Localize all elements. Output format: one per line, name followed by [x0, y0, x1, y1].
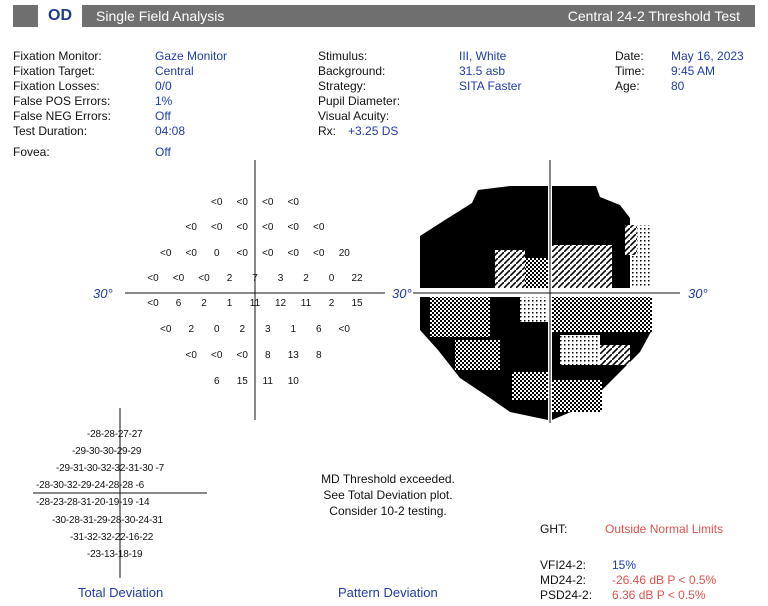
threshold-value: 8: [315, 350, 322, 361]
threshold-value: 8: [264, 350, 271, 361]
threshold-value: <0: [198, 273, 210, 284]
threshold-value: <0: [236, 350, 248, 361]
threshold-value: 6: [213, 376, 220, 387]
ght-label: GHT:: [540, 522, 568, 536]
threshold-value: 20: [338, 248, 350, 259]
info-label: Test Duration:: [13, 124, 88, 138]
threshold-value: 0: [328, 273, 335, 284]
index-label: PSD24-2:: [540, 588, 593, 602]
threshold-value: 13: [287, 350, 299, 361]
threshold-value: 2: [201, 298, 207, 309]
info-label: Visual Acuity:: [318, 109, 390, 123]
threshold-value: 11: [249, 298, 261, 309]
threshold-value: <0: [313, 222, 325, 233]
info-value: III, White: [459, 49, 507, 63]
threshold-value: 6: [315, 324, 322, 335]
info-label: Stimulus:: [318, 49, 368, 63]
threshold-value: 1: [226, 298, 233, 309]
threshold-value: 2: [303, 273, 309, 284]
threshold-value: 11: [300, 298, 312, 309]
threshold-value: <0: [287, 248, 299, 259]
deviation-row: -28-23-28-31-20-19-19 -14: [36, 497, 150, 508]
info-value: 0/0: [155, 79, 172, 93]
threshold-value: <0: [262, 222, 274, 233]
deviation-row: -29-31-30-32-32-31-30 -7: [56, 463, 165, 474]
info-label: Age:: [615, 79, 640, 93]
threshold-value: <0: [313, 248, 325, 259]
threshold-value: 22: [351, 273, 363, 284]
threshold-value: 15: [236, 376, 248, 387]
info-label: Date:: [615, 49, 644, 63]
axis-degree-label: 30°: [392, 286, 412, 301]
threshold-value: 2: [239, 324, 246, 335]
threshold-value: 3: [264, 324, 271, 335]
info-value: 04:08: [155, 124, 186, 138]
deviation-row: -28-28-27-27: [87, 429, 143, 440]
deviation-row: -30-28-31-29-28-30-24-31: [52, 515, 163, 526]
index-value: 6.36 dB P < 0.5%: [612, 588, 706, 602]
threshold-value: <0: [211, 222, 223, 233]
info-label: Background:: [318, 64, 386, 78]
threshold-value: <0: [160, 248, 172, 259]
info-label: Pupil Diameter:: [318, 94, 401, 108]
info-label: Fixation Monitor:: [13, 49, 102, 63]
threshold-value: 3: [277, 273, 284, 284]
threshold-value: <0: [147, 298, 159, 309]
info-value: SITA Faster: [459, 79, 522, 93]
note-line: See Total Deviation plot.: [323, 488, 453, 502]
info-label: Fovea:: [13, 145, 50, 159]
analysis-title: Single Field Analysis: [96, 8, 225, 24]
info-label: False NEG Errors:: [13, 109, 112, 123]
threshold-value: <0: [287, 197, 299, 208]
info-label: Fixation Target:: [13, 64, 95, 78]
info-value: 1%: [155, 94, 173, 108]
threshold-value: 11: [262, 376, 273, 387]
threshold-value: <0: [338, 324, 350, 335]
threshold-value: <0: [185, 350, 197, 361]
eye-label: OD: [38, 5, 82, 27]
info-label: Strategy:: [318, 79, 367, 93]
threshold-value: <0: [147, 273, 159, 284]
info-value: Off: [155, 145, 171, 159]
threshold-value: 0: [213, 248, 220, 259]
deviation-row: -28-30-32-29-24-28-28 -6: [36, 480, 145, 491]
pattern-deviation-label: Pattern Deviation: [338, 585, 438, 600]
threshold-value: <0: [262, 197, 274, 208]
threshold-value: <0: [160, 324, 172, 335]
ght-value: Outside Normal Limits: [605, 522, 724, 536]
threshold-value: 10: [287, 376, 299, 387]
info-value: Off: [155, 109, 171, 123]
info-label: Fixation Losses:: [13, 79, 100, 93]
threshold-value: <0: [236, 248, 248, 259]
threshold-value: 12: [274, 298, 287, 309]
threshold-value: 2: [226, 273, 233, 284]
info-label: Rx:: [318, 124, 336, 138]
threshold-value: <0: [211, 350, 223, 361]
threshold-value: 6: [175, 298, 182, 309]
test-title: Central 24-2 Threshold Test: [567, 8, 740, 24]
info-value: 31.5 asb: [459, 64, 506, 78]
threshold-value: <0: [172, 273, 185, 284]
info-label: Time:: [615, 64, 645, 78]
threshold-value: <0: [262, 248, 274, 259]
info-value: Gaze Monitor: [155, 49, 228, 63]
axis-degree-label: 30°: [93, 286, 113, 301]
threshold-value: 0: [213, 324, 220, 335]
deviation-row: -23-13-18-19: [87, 549, 143, 560]
threshold-value: 2: [188, 324, 195, 335]
note-line: Consider 10-2 testing.: [329, 504, 447, 518]
threshold-value: 15: [351, 298, 363, 309]
info-value: Central: [155, 64, 194, 78]
threshold-value: <0: [185, 222, 197, 233]
total-deviation-label: Total Deviation: [78, 585, 164, 600]
deviation-row: -31-32-32-22-16-22: [70, 532, 154, 543]
threshold-value: 7: [252, 273, 258, 284]
index-value: 15%: [612, 558, 637, 572]
info-value: +3.25 DS: [348, 124, 399, 138]
info-label: False POS Errors:: [13, 94, 111, 108]
info-value: 80: [671, 79, 685, 93]
threshold-value: <0: [287, 222, 299, 233]
threshold-value: <0: [185, 248, 197, 259]
info-value: 9:45 AM: [671, 64, 716, 78]
threshold-value: 2: [328, 298, 335, 309]
threshold-value: 1: [290, 324, 297, 335]
index-value: -26.46 dB P < 0.5%: [612, 573, 717, 587]
index-label: MD24-2:: [540, 573, 587, 587]
note-line: MD Threshold exceeded.: [321, 472, 455, 486]
threshold-value: <0: [236, 197, 248, 208]
threshold-value: <0: [211, 197, 223, 208]
threshold-value: <0: [236, 222, 248, 233]
axis-degree-label: 30°: [688, 286, 708, 301]
deviation-row: -29-30-30-29-29: [72, 446, 142, 457]
info-value: May 16, 2023: [671, 49, 744, 63]
index-label: VFI24-2:: [540, 558, 587, 572]
